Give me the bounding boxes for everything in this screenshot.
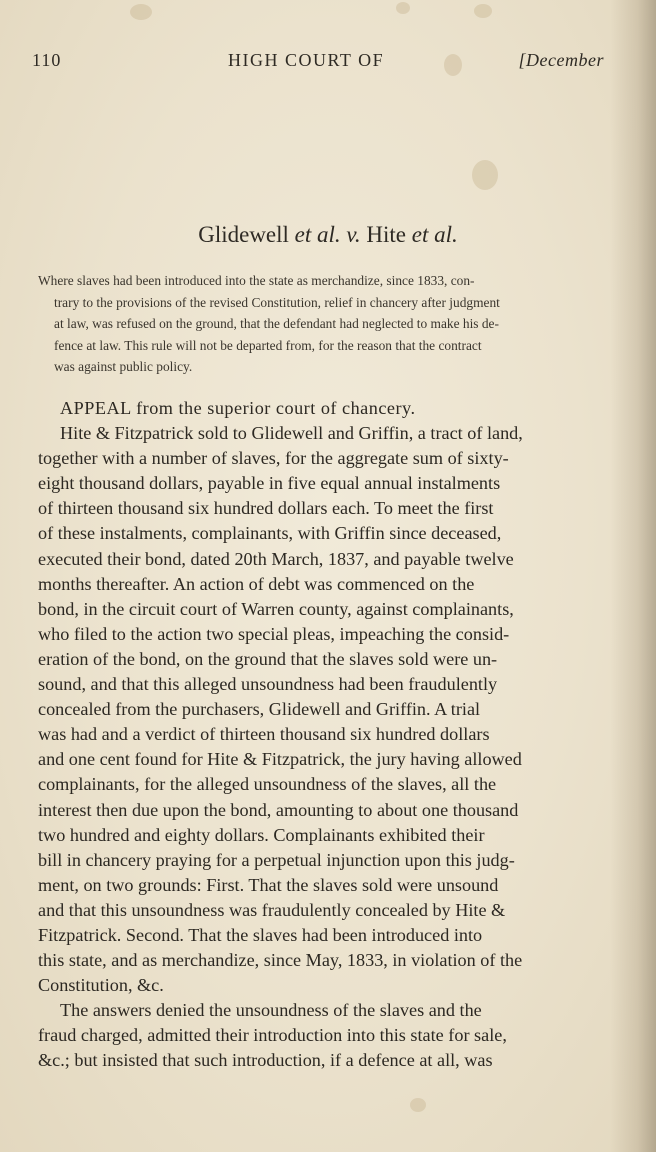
body-line: APPEAL from the superior court of chancery. xyxy=(60,398,416,418)
body-line: months thereafter. An action of debt was commenced on the xyxy=(38,573,475,594)
body-line: and that this unsoundness was fraudulently concealed by Hite & xyxy=(38,899,506,920)
foxing-spot xyxy=(130,4,152,20)
body-line: fraud charged, admitted their introduction into this state for sale, xyxy=(38,1025,507,1046)
syllabus-line: trary to the provisions of the revised Constitution, relief in chancery after judgment xyxy=(54,294,500,310)
body-line: &c.; but insisted that such introduction, if a defence at all, was xyxy=(38,1050,493,1071)
body-line: Hite & Fitzpatrick sold to Glidewell and Griffin, a tract of land, xyxy=(60,423,523,444)
body-line: together with a number of slaves, for the aggregate sum of sixty- xyxy=(38,448,509,469)
plaintiff-name: Glidewell xyxy=(198,222,295,247)
body-line: eight thousand dollars, payable in five equal annual instalments xyxy=(38,473,501,494)
et-al-versus: et al. v. xyxy=(294,222,361,247)
defendant-name: Hite xyxy=(360,222,412,247)
body-line: Fitzpatrick. Second. That the slaves had been introduced into xyxy=(38,924,483,945)
foxing-spot xyxy=(410,1098,426,1112)
syllabus-line: at law, was refused on the ground, that the defendant had neglected to make his de- xyxy=(54,316,499,332)
running-head xyxy=(32,50,604,74)
foxing-spot xyxy=(474,4,492,18)
binding-shadow xyxy=(610,0,656,1152)
month-label: [December xyxy=(518,50,604,70)
case-title xyxy=(0,222,656,248)
body-line: ment, on two grounds: First. That the slaves sold were unsound xyxy=(38,874,499,895)
body-line: complainants, for the alleged unsoundness of the slaves, all the xyxy=(38,774,497,795)
foxing-spot xyxy=(396,2,410,14)
foxing-spot xyxy=(472,160,498,190)
body-line: was had and a verdict of thirteen thousand six hundred dollars xyxy=(38,724,490,745)
page-number: 110 xyxy=(32,50,62,70)
body-line: this state, and as merchandize, since May, 1833, in violation of the xyxy=(38,950,523,971)
body-line: sound, and that this alleged unsoundness had been fraudulently xyxy=(38,674,498,695)
body-line: concealed from the purchasers, Glidewell and Griffin. A trial xyxy=(38,699,481,720)
body-line: of thirteen thousand six hundred dollars each. To meet the first xyxy=(38,498,494,519)
syllabus-headnote xyxy=(38,270,610,378)
body-line: bond, in the circuit court of Warren county, against complainants, xyxy=(38,598,514,619)
syllabus-line: fence at law. This rule will not be departed from, for the reason that the contract xyxy=(54,337,482,353)
body-line: executed their bond, dated 20th March, 1837, and payable twelve xyxy=(38,548,514,569)
body-line: who filed to the action two special pleas, impeaching the consid- xyxy=(38,623,510,644)
body-line: Constitution, &c. xyxy=(38,975,164,996)
syllabus-line: Where slaves had been introduced into the state as merchandize, since 1833, con- xyxy=(38,273,475,288)
body-line: of these instalments, complainants, with Griffin since deceased, xyxy=(38,523,502,544)
body-line: and one cent found for Hite & Fitzpatrick, the jury having allowed xyxy=(38,749,522,770)
body-line: The answers denied the unsoundness of the slaves and the xyxy=(60,1000,482,1021)
body-line: interest then due upon the bond, amounting to about one thousand xyxy=(38,799,519,820)
body-line: bill in chancery praying for a perpetual injunction upon this judg- xyxy=(38,849,515,870)
syllabus-line: was against public policy. xyxy=(54,359,193,375)
court-title: HIGH COURT OF xyxy=(228,50,385,70)
opinion-body xyxy=(38,396,616,1074)
et-al: et al. xyxy=(411,222,458,247)
body-line: eration of the bond, on the ground that the slaves sold were un- xyxy=(38,648,498,669)
body-line: two hundred and eighty dollars. Complainants exhibited their xyxy=(38,824,485,845)
